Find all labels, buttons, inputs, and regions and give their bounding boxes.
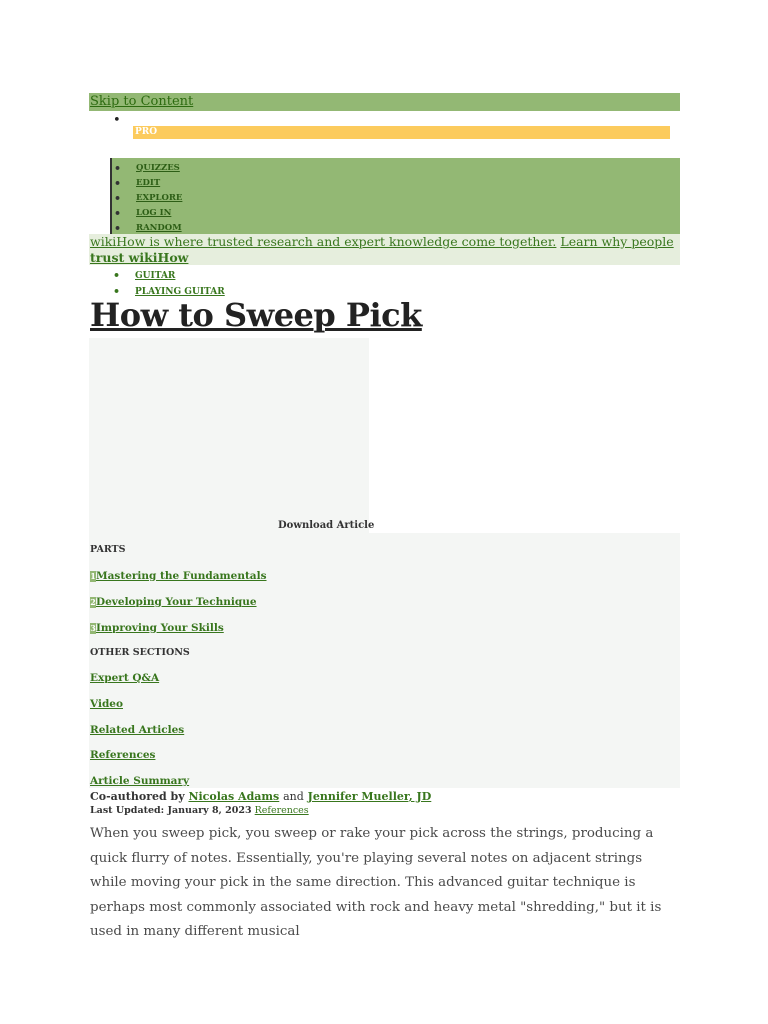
toc-part-1[interactable] [90,570,267,582]
nav-link-edit[interactable]: EDIT [136,178,161,188]
toc-part-link[interactable]: Improving Your Skills [96,622,224,634]
page-title[interactable]: How to Sweep Pick [90,296,422,334]
toc-part-link[interactable]: Developing Your Technique [96,596,257,608]
main-nav [110,158,680,234]
trust-wikihow-link[interactable]: trust wikiHow [90,249,189,265]
author-link-1[interactable]: Nicolas Adams [188,790,280,803]
toc-related-articles-link[interactable]: Related Articles [90,724,185,736]
breadcrumb-item [111,268,225,284]
learn-why-link[interactable]: Learn why people [560,234,674,249]
last-updated [90,805,309,816]
toc-part-number: 1 [90,570,96,581]
toc-parts-header: PARTS [90,544,126,555]
toc-references-link[interactable]: References [90,749,156,761]
toc-video-link[interactable]: Video [90,698,123,710]
list-bullet: • [113,113,121,128]
last-updated-date: Last Updated: January 8, 2023 [90,805,252,816]
toc-part-3[interactable] [90,622,224,634]
toc-other-item[interactable] [90,749,155,761]
byline-and: and [283,790,304,803]
nav-link-explore[interactable]: EXPLORE [136,193,183,203]
toc-other-item[interactable] [90,724,184,736]
nav-item-explore [112,191,680,206]
toc-part-link[interactable]: Mastering the Fundamentals [96,570,267,582]
nav-link-login[interactable]: LOG IN [136,208,172,218]
article-image [89,338,369,533]
nav-link-quizzes[interactable]: QUIZZES [136,163,180,173]
skip-bar [89,93,680,111]
references-link[interactable]: References [254,805,309,816]
table-of-contents [89,533,680,788]
toc-part-2[interactable] [90,596,257,608]
nav-item-random [112,221,680,234]
toc-other-item[interactable] [90,672,159,684]
toc-other-header: OTHER SECTIONS [90,647,190,658]
trust-banner [89,234,680,265]
toc-part-number: 2 [90,596,96,607]
byline-prefix: Co-authored by [90,790,185,803]
nav-item-login [112,206,680,221]
toc-other-item[interactable] [90,775,189,787]
author-link-2[interactable]: Jennifer Mueller, JD [307,790,432,803]
download-article-button[interactable]: Download Article [278,520,375,531]
skip-to-content-link[interactable]: Skip to Content [90,94,194,109]
nav-link-random[interactable]: RANDOM [136,223,182,233]
nav-item-edit [112,176,680,191]
article-intro: When you sweep pick, you sweep or rake your pick across the strings, producing a quick flurry of notes. Essentially, you're playing several notes on adjacent strings while moving your pick in the same direction. This advanced guitar technique is perhaps most commonly associated with rock and heavy metal "shredding," but it is used in many different musical [90,826,662,940]
byline [90,790,431,803]
breadcrumb-playing-guitar[interactable]: PLAYING GUITAR [135,287,225,297]
nav-item-quizzes [112,161,680,176]
trust-text-link[interactable]: wikiHow is where trusted research and expert knowledge come together. [90,234,557,249]
pro-badge[interactable]: PRO [133,126,670,139]
toc-other-item[interactable] [90,698,123,710]
toc-part-number: 3 [90,622,96,633]
toc-article-summary-link[interactable]: Article Summary [90,775,190,787]
toc-expert-qa-link[interactable]: Expert Q&A [90,672,160,684]
breadcrumb-guitar[interactable]: GUITAR [135,271,176,281]
